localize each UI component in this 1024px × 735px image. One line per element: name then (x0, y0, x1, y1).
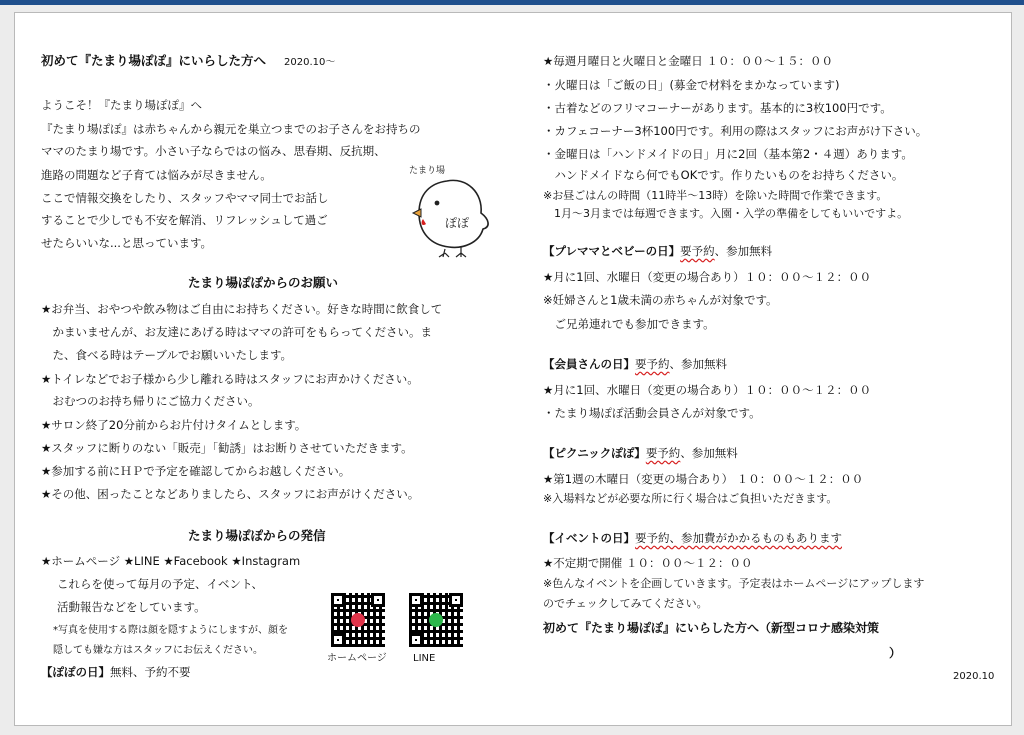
request-line: ★お弁当、おやつや飲み物はご自由にお持ちください。好きな時間に飲食して (41, 302, 443, 316)
page-title: 初めて『たまり場ぽぽ』にいらした方へ 2020.10～ (41, 53, 336, 68)
sns-desc-line: 活動報告などをしています。 (57, 600, 206, 614)
mascot-chick-illustration (409, 163, 493, 263)
event-line: ※色んなイベントを企画していきます。予定表はホームページにアップします (543, 577, 925, 590)
premama-line: ★月に1回、水曜日（変更の場合あり）１０：００～１２：００ (543, 270, 872, 284)
schedule-item: ・金曜日は「ハンドメイドの日」月に2回（基本第2・４週）あります。 (543, 147, 913, 161)
requests-heading: たまり場ぽぽからのお願い (188, 275, 339, 290)
line-qr-code[interactable] (409, 593, 463, 647)
premama-reservation: 要予約 (680, 244, 715, 258)
request-line: ★トイレなどでお子様から少し離れる時はスタッフにお声かけください。 (41, 372, 419, 386)
line-app-icon (429, 613, 443, 627)
event-heading: 【イベントの日】要予約、参加費がかかるものもあります (543, 531, 842, 545)
photo-note-line: 隠しても嫌な方はスタッフにお伝えください。 (53, 645, 263, 656)
event-reservation: 要予約、参加費がかかるものもあります (635, 531, 842, 545)
event-line: ★不定期で開催 １０：００～１２：００ (543, 556, 753, 570)
member-reservation: 要予約 (635, 357, 670, 371)
document-page (14, 12, 1012, 726)
schedule-item: ・火曜日は「ご飯の日」(募金で材料をまかなっています) (543, 78, 840, 92)
member-line: ・たまり場ぽぽ活動会員さんが対象です。 (543, 406, 761, 420)
premama-line: ご兄弟連れでも参加できます。 (543, 317, 715, 331)
top-bar (0, 0, 1024, 5)
member-line: ★月に1回、水曜日（変更の場合あり）１０：００～１２：００ (543, 383, 872, 397)
request-line: ★参加する前にＨＰで予定を確認してからお越しください。 (41, 464, 351, 478)
picnic-heading: 【ピクニックぽぽ】要予約、参加無料 (543, 446, 738, 460)
title-date: 2020.10～ (284, 57, 336, 68)
intro-line: することで少しでも不安を解消、リフレッシュして過ご (41, 213, 328, 227)
intro-line: ここで情報交換をしたり、スタッフやママ同士でお話し (41, 191, 329, 205)
homepage-qr-code[interactable] (331, 593, 385, 647)
request-line: ★サロン終了20分前からお片付けタイムとします。 (41, 418, 307, 432)
popo-day-desc: 無料、予約不要 (110, 665, 191, 679)
picnic-line: ※入場料などが必要な所に行く場合はご負担いただきます。 (543, 492, 838, 505)
mascot-label-belly: ぽぽ (445, 216, 470, 230)
request-line: おむつのお持ち帰りにご協力ください。 (41, 394, 260, 408)
member-heading: 【会員さんの日】要予約、参加無料 (543, 357, 727, 371)
popo-day-title: 【ぽぽの日】 (41, 665, 110, 679)
mascot-label-top: たまり場 (409, 166, 446, 176)
footer-paren: ） (889, 646, 902, 660)
sns-desc-line: これらを使って毎月の予定、イベント、 (57, 577, 263, 591)
intro-line: ようこそ！『たまり場ぽぽ』へ (41, 98, 202, 112)
photo-note-line: *写真を使用する際は顔を隠すようにしますが、顔を (53, 625, 288, 636)
request-line: た、食べる時はテーブルでお願いいたします。 (41, 348, 293, 362)
premama-heading: 【プレママとベビーの日】要予約、参加無料 (543, 244, 773, 258)
schedule-note: ※お昼ごはんの時間（11時半～13時）を除いた時間で作業できます。 (543, 189, 888, 202)
sns-line: ★ホームページ ★LINE ★Facebook ★Instagram (41, 554, 301, 568)
popo-day (41, 664, 191, 680)
picnic-line: ★第1週の木曜日（変更の場合あり） １０：００～１２：００ (543, 472, 864, 486)
request-line: ★その他、困ったことなどありましたら、スタッフにお声がけください。 (41, 487, 420, 501)
schedule-note: 1月～3月までは毎週できます。入園・入学の準備をしてもいいですよ。 (543, 207, 909, 220)
picnic-reservation: 要予約 (645, 446, 681, 460)
request-line: かまいませんが、お友達にあげる時はママの許可をもらってください。ま (41, 325, 432, 339)
qr-label-line: LINE (413, 653, 436, 664)
heart-icon (351, 613, 365, 627)
qr-label-homepage: ホームページ (327, 653, 387, 664)
info-heading: たまり場ぽぽからの発信 (188, 528, 326, 543)
intro-line: ママのたまり場です。小さい子ならではの悩み、思春期、反抗期、 (41, 144, 386, 158)
intro-line: 『たまり場ぽぽ』は赤ちゃんから親元を巣立つまでのお子さんをお持ちの (41, 122, 421, 136)
intro-line: 進路の問題など子育ては悩みが尽きません。 (41, 168, 272, 182)
schedule-item: ・古着などのフリマコーナーがあります。基本的に3枚100円です。 (543, 101, 892, 115)
schedule-item: ハンドメイドなら何でもOKです。作りたいものをお持ちください。 (543, 168, 904, 182)
footer-title: 初めて『たまり場ぽぽ』にいらした方へ（新型コロナ感染対策 (543, 621, 880, 635)
premama-line: ※妊婦さんと1歳未満の赤ちゃんが対象です。 (543, 293, 778, 307)
footer-date: 2020.10 (953, 671, 995, 682)
event-line: のでチェックしてみてください。 (543, 597, 708, 610)
schedule-line: ★毎週月曜日と火曜日と金曜日 １０：００～１５：００ (543, 54, 833, 68)
request-line: ★スタッフに断りのない「販売」「勧誘」はお断りさせていただきます。 (41, 441, 413, 455)
schedule-item: ・カフェコーナー3杯100円です。利用の際はスタッフにお声がけ下さい。 (543, 124, 928, 138)
intro-line: せたらいいな...と思っています。 (41, 236, 213, 250)
